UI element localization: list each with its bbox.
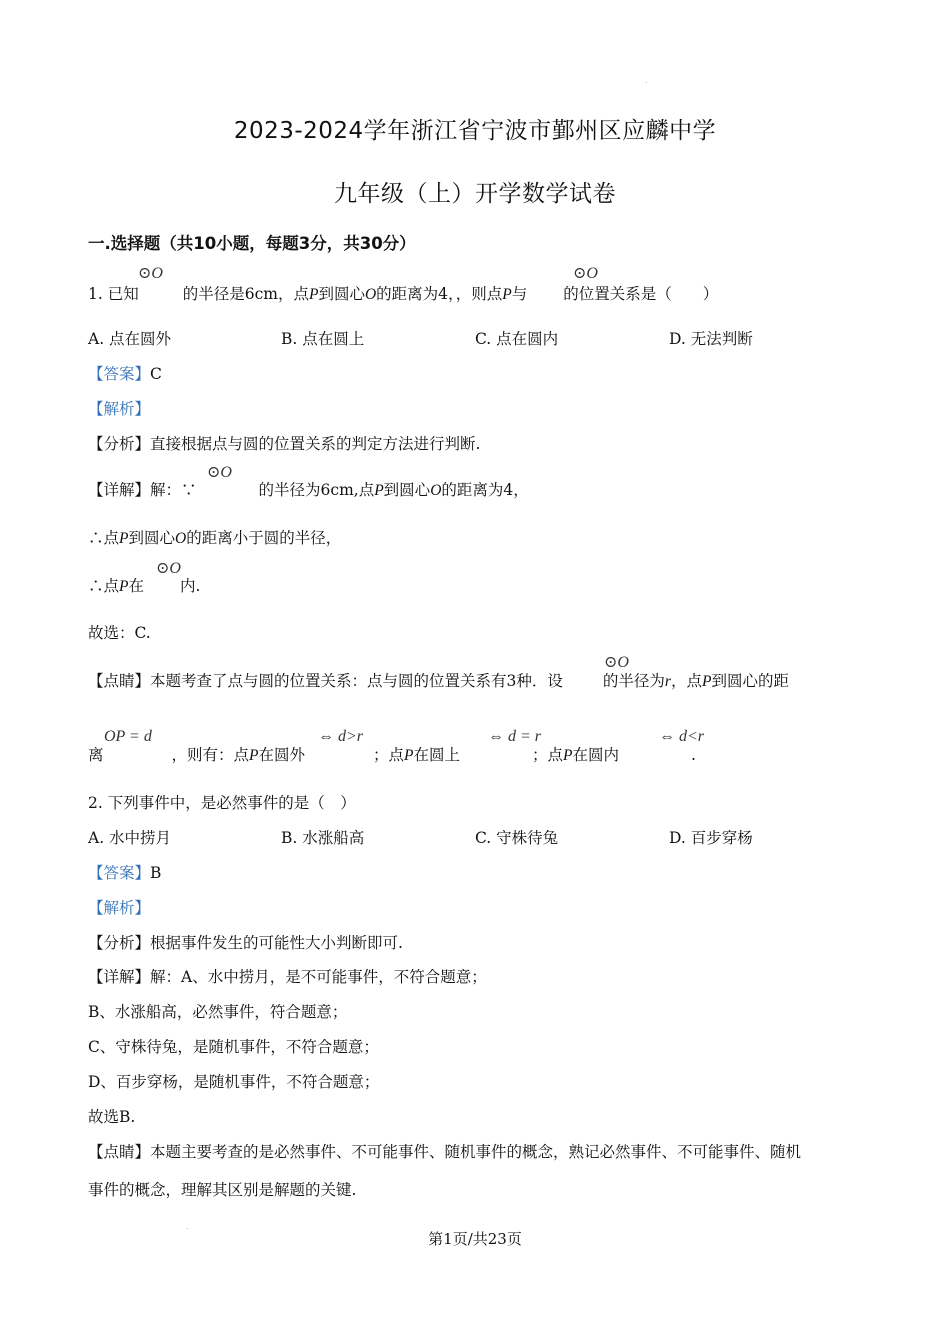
detail-line-c: C、守株待兔，是随机事件，不符合题意；	[88, 1038, 379, 1056]
dianjing-line-2: 离 ，则有：点P在圆外 ；点P在圆上 ；点P在圆内 .	[88, 746, 696, 764]
circle-symbol: ⊙O	[207, 464, 232, 481]
option-d: D. 无法判断	[669, 330, 753, 348]
section-heading: 一.选择题（共10小题，每题3分，共30分）	[88, 234, 416, 253]
scan-dot: .	[186, 1222, 189, 1231]
choose-line: 故选B.	[88, 1108, 136, 1126]
xiangjie-line: 【详解】解：∵ 的半径为6cm,点P到圆心O的距离为4，	[88, 481, 529, 499]
relation-inside: ⇔ d<r	[659, 728, 705, 745]
therefore-line-1: ∴点P到圆心O的距离小于圆的半径，	[88, 529, 342, 547]
dianjing-line-1: 【点睛】本题考查了点与圆的位置关系：点与圆的位置关系有3种．设 的半径为r，点P到圆心的距	[88, 672, 789, 690]
option-a: A. 水中捞月	[88, 829, 172, 847]
circle-symbol: ⊙O	[138, 265, 163, 282]
question-1-stem: 1. 已知 的半径是6cm，点P到圆心O的距离为4，，则点P与 的位置关系是（ ）	[88, 285, 719, 303]
option-c: C. 点在圆内	[475, 330, 559, 348]
dianjing-line-1: 【点睛】本题主要考查的是必然事件、不可能事件、随机事件的概念，熟记必然事件、不可能事件、随机	[88, 1143, 802, 1161]
answer-line: 【答案】B	[88, 864, 162, 882]
dianjing-line-2: 事件的概念，理解其区别是解题的关键.	[88, 1181, 357, 1199]
choose-line: 故选：C.	[88, 624, 151, 642]
question-2-stem: 2. 下列事件中，是必然事件的是（ ）	[88, 794, 356, 812]
fenxi-line: 【分析】直接根据点与圆的位置关系的判定方法进行判断.	[88, 435, 481, 453]
detail-line-d: D、百步穿杨，是随机事件，不符合题意；	[88, 1073, 380, 1091]
option-b: B. 点在圆上	[281, 330, 365, 348]
therefore-line-2: ∴点P在 内.	[88, 577, 201, 595]
circle-symbol: ⊙O	[573, 265, 598, 282]
xiangjie-line: 【详解】解：A、水中捞月，是不可能事件，不符合题意；	[88, 968, 487, 986]
option-c: C. 守株待兔	[475, 829, 559, 847]
analysis-tag: 【解析】	[88, 400, 151, 418]
scan-dot: .	[645, 76, 648, 85]
detail-line-b: B、水涨船高，必然事件，符合题意；	[88, 1003, 348, 1021]
circle-symbol: ⊙O	[604, 654, 629, 671]
circle-symbol: ⊙O	[156, 560, 181, 577]
fenxi-line: 【分析】根据事件发生的可能性大小判断即可.	[88, 934, 403, 952]
page-subtitle: 九年级（上）开学数学试卷	[334, 181, 616, 207]
option-a: A. 点在圆外	[88, 330, 172, 348]
option-d: D. 百步穿杨	[669, 829, 753, 847]
op-equals-d: OP = d	[104, 728, 152, 745]
relation-outside: ⇔ d>r	[318, 728, 364, 745]
page-footer: 第1页/共23页	[428, 1230, 522, 1248]
option-b: B. 水涨船高	[281, 829, 365, 847]
relation-on: ⇔ d = r	[488, 728, 542, 745]
page-title: 2023-2024学年浙江省宁波市鄞州区应麟中学	[233, 118, 717, 144]
analysis-tag: 【解析】	[88, 899, 151, 917]
answer-line: 【答案】C	[88, 365, 162, 383]
